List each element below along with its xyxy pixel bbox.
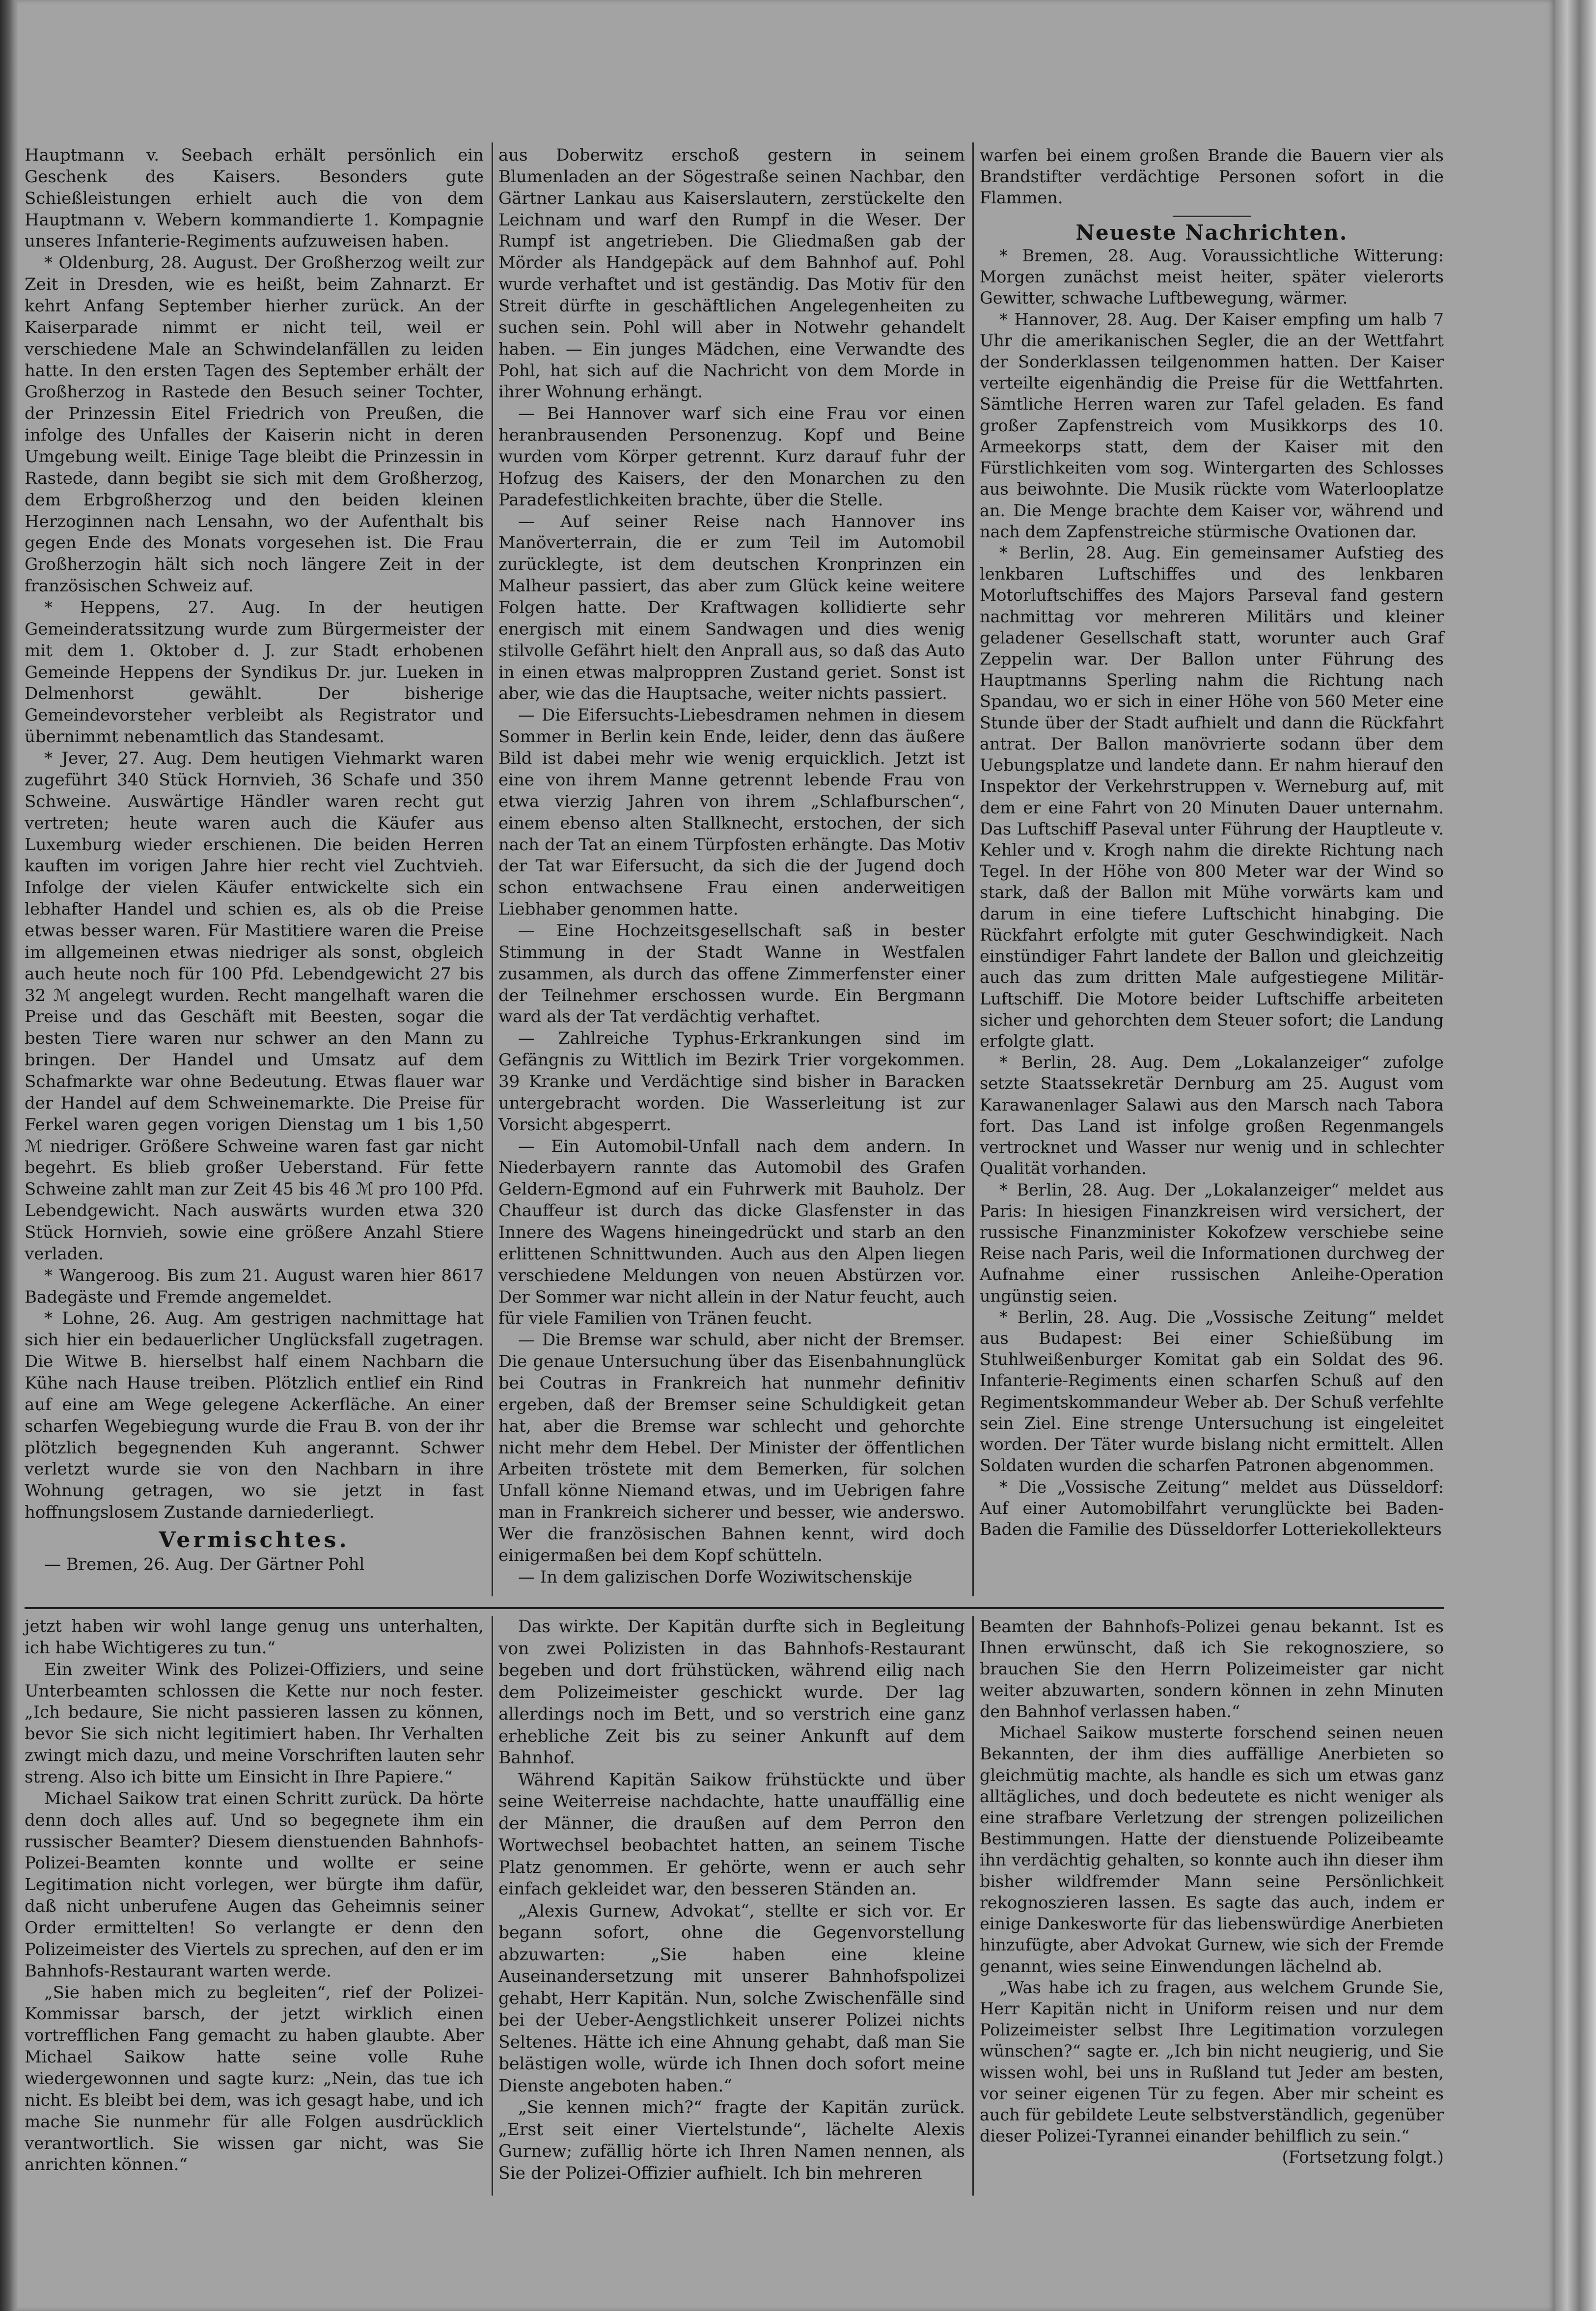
article-lohne: * Lohne, 26. Aug. Am gestrigen nachmittage hat sich hier ein bedauerlicher Unglücksfall zugetragen. Die Witwe B. hierselbst half einem Nachbarn die Kühe nach Hause treiben. Plötzlich entlief ein Rind auf eine am Wege gelegene Ackerfläche. An einer scharfen Wegebiegung wurde die Frau B. von der ihr plötzlich begegnenden Kuh angerannt. Schwer verletzt wurde sie von den Nachbarn in ihre Wohnung getragen, wo sie jetzt in fast hoffnungslosem Zustande darniederliegt. — [25, 1309, 484, 1523]
article-text: warfen bei einem großen Brande die Bauern vier als Brandstifter verdächtige Personen sofort in die Flammen. — [980, 146, 1444, 208]
serial-text: Michael Saikow trat einen Schritt zurück. Da hörte denn doch alles auf. Und so begegnete ihm ein russischer Beamter? Diesem dienstuenden Bahnhofs-Polizei-Beamten konnte und wollte er seine Legitimation nicht vorlegen, wer bürgte ihm dafür, daß nicht unberufene Augen das Geheimnis seiner Order ermittelten! So verlangte er denn den Polizeimeister des Viertels zu sprechen, auf den er im Bahnhofs-Restaurant warten werde. — [25, 1788, 484, 1981]
column-1 — [25, 145, 484, 1576]
news-item: * Hannover, 28. Aug. Der Kaiser empfing um halb 7 Uhr die amerikanischen Segler, die an der Wettfahrt der Sonderklassen teilgenommen hatten. Der Kaiser verteilte eigenhändig die Preise für die Wettfahrten. Sämtliche Herren waren zur Tafel geladen. Es fand großer Zapfenstreich vom Musikkorps des 10. Armeekorps statt, dem der Kaiser mit den Fürstlichkeiten vom sog. Wintergarten des Schlosses aus beiwohnte. Die Musik rückte vom Waterlooplatze an. Die Menge brachte dem Kaiser vor, während und nach dem Zapfenstreiche stürmische Ovationen dar. — [980, 309, 1444, 541]
article-text: — Bei Hannover warf sich eine Frau vor einen heranbrausenden Personenzug. Kopf und Beine wurden vom Körper getrennt. Kurz darauf fuhr der Hofzug des Kaisers, der den Monarchen zu den Paradefestlichkeiten brachte, über die Stelle. — [498, 404, 965, 510]
article-text: — Auf seiner Reise nach Hannover ins Manöverterrain, die er zum Teil im Automobil zurücklegte, ist dem deutschen Kronprinzen ein Malheur passiert, das aber zum Glück keine weitere Folgen hatte. Der Kraftwagen kollidierte sehr energisch mit einem Sandwagen und dies wenig stilvolle Gefährt hielt den Anprall aus, so daß das Auto in einen etwas malproppren Zustand geriet. Sonst ist aber, wie das die Hauptsache, weiter nichts passiert. — [498, 511, 965, 704]
column-rule — [972, 1616, 974, 2196]
column-3 — [980, 145, 1444, 1540]
short-rule — [1173, 216, 1251, 217]
news-item: * Berlin, 28. Aug. Ein gemeinsamer Aufstieg des lenkbaren Luftschiffes und des lenkbaren Motorluftschiffes des Majors Parseval fand gestern nachmittag vor mehreren Militärs und kleiner geladener Gesellschaft statt, worunter auch Graf Zeppelin war. Der Ballon unter Führung des Hauptmanns Sperling nahm die Richtung nach Spandau, wo er sich in einer Höhe von 560 Meter eine Stunde über der Stadt aufhielt und dann die Rückfahrt antrat. Der Ballon manövrierte sodann über dem Uebungsplatze und landete dann. Er nahm hierauf den Inspektor der Verkehrstruppen v. Werneburg auf, mit dem er eine Fahrt von 20 Minuten Dauer unternahm. Das Luftschiff Paseval unter Führung der Hauptleute v. Kehler und v. Krogh nahm die direkte Richtung nach Tegel. In der Höhe von 800 Meter war der Wind so stark, daß der Ballon mit Mühe vorwärts kam und darum in eine tiefere Luftschicht hinabging. Die Rückfahrt erfolgte mit guter Geschwindigkeit. Nach einstündiger Fahrt landete der Ballon und gleichzeitig auch das zum dritten Male aufgestiegene Militär-Luftschiff. Die Motore beider Luftschiffe arbeiteten sicher und gehorchten dem Steuer sofort; die Landung erfolgte glatt. — [980, 543, 1444, 1051]
article-text: — Zahlreiche Typhus-Erkrankungen sind im Gefängnis zu Wittlich im Bezirk Trier vorgekommen. 39 Kranke und Verdächtige sind bisher in Baracken untergebracht worden. Die Wasserleitung ist zur Vorsicht abgesperrt. — [498, 1029, 965, 1135]
serial-text: „Alexis Gurnew, Advokat“, stellte er sich vor. Er begann sofort, ohne die Gegenvorstellung abzuwarten: „Sie haben eine kleine Auseinandersetzung mit unserer Bahnhofspolizei gehabt, Herr Kapitän. Nun, solche Zwischenfälle sind bei der Ueber-Aengstlichkeit unserer Polizei nichts Seltenes. Hätte ich eine Ahnung gehabt, daß man Sie belästigen wolle, würde ich Ihnen doch sofort meine Dienste angeboten haben.“ — [498, 1901, 965, 2096]
section-heading: Vermischtes. — [159, 1528, 350, 1553]
continuation-note: (Fortsetzung folgt.) — [1282, 2147, 1444, 2167]
section-heading: Neueste Nachrichten. — [1075, 220, 1348, 245]
article-oldenburg: * Oldenburg, 28. August. Der Großherzog weilt zur Zeit in Dresden, wie es heißt, beim Zahnarzt. Er kehrt Anfang September hierher zurück. An der Kaiserparade nimmt er nicht teil, weil er verschiedene Male an Schwindelanfällen zu leiden hatte. In den ersten Tagen des September erhält der Großherzog in Rastede den Besuch seiner Tochter, der Prinzessin Eitel Friedrich von Preußen, die infolge des Unfalles der Kaiserin nicht in deren Umgebung weilt. Einige Tage bleibt die Prinzessin in Rastede, dann begibt sie sich mit dem Großherzog, dem Erbgroßherzog und den beiden kleinen Herzoginnen nach Lensahn, wo der Aufenthalt bis gegen Ende des Monats vorgesehen ist. Die Frau Großherzogin hält sich noch längere Zeit in der französischen Schweiz auf. — [25, 253, 484, 596]
article-text: Hauptmann v. Seebach erhält persönlich ein Geschenk des Kaisers. Besonders gute Schießleistungen erhielt auch die von dem Hauptmann v. Webern kommandierte 1. Kompagnie unseres Infanterie-Regiments aufzuweisen haben. — [25, 145, 484, 251]
serial-text: Das wirkte. Der Kapitän durfte sich in Begleitung von zwei Polizisten in das Bahnhofs-Restaurant begeben und dort frühstücken, während eilig nach dem Polizeimeister geschickt wurde. Der lag allerdings noch im Bett, und so verstrich eine ganz erhebliche Zeit bis zu seiner Ankunft auf dem Bahnhof. — [498, 1617, 965, 1768]
news-item: * Bremen, 28. Aug. Voraussichtliche Witterung: Morgen zunächst meist heiter, später vielerorts Gewitter, schwache Luftbewegung, wärmer. — [980, 246, 1444, 308]
news-item: * Berlin, 28. Aug. Der „Lokalanzeiger“ meldet aus Paris: In hiesigen Finanzkreisen wird versichert, der russische Finanzminister Kokofzew verschiebe seine Reise nach Paris, weil die Informationen durchweg der Aufnahme einer russischen Anleihe-Operation ungünstig seien. — [980, 1180, 1444, 1306]
serial-text: Ein zweiter Wink des Polizei-Offiziers, und seine Unterbeamten schlossen die Kette nur noch fester. „Ich bedaure, Sie nicht passieren lassen zu können, bevor Sie sich nicht legitimiert haben. Ihr Verhalten zwingt mich dazu, und meine Vorschriften lauten sehr streng. Also ich bitte um Einsicht in Ihre Papiere.“ — [25, 1659, 484, 1787]
column-2 — [498, 145, 965, 1588]
serial-text: Michael Saikow musterte forschend seinen neuen Bekannten, der ihm dies auffällige Anerbieten so gleichmütig machte, als handle es sich um etwas ganz alltägliches, und doch bedeutete es nicht weniger als eine strafbare Verletzung der strengen polizeilichen Bestimmungen. Hatte der dienstuende Polizeibeamte ihn verdächtig gehalten, so konnte auch ihn dieser ihm bisher wildfremder Mann seine Persönlichkeit rekognoszieren lassen. Es sagte das auch, indem er einige Dankesworte für das liebenswürdige Anerbieten hinzufügte, aber Advokat Gurnew, wie sich der Fremde genannt, wies seine Einwendungen lächelnd ab. — [980, 1723, 1444, 1976]
news-item: * Die „Vossische Zeitung“ meldet aus Düsseldorf: Auf einer Automobilfahrt verunglückte bei Baden-Baden die Familie des Düsseldorfer Lotteriekollekteurs — [980, 1477, 1444, 1539]
article-text: — Die Bremse war schuld, aber nicht der Bremser. Die genaue Untersuchung über das Eisenbahnunglück bei Coutras in Frankreich hat nunmehr definitiv ergeben, daß der Bremser seine Schuldigkeit getan hat, aber die Bremse war schlecht und gehorchte nicht mehr dem Hebel. Der Minister der öffentlichen Arbeiten tröstete mit dem Bemerken, für solchen Unfall könne Niemand etwas, und im Uebrigen fahre man in Frankreich sicherer und besser, wie anderswo. Wer die französischen Bahnen kennt, wird doch einigermaßen bei dem Kopf schütteln. — [498, 1330, 965, 1565]
feuilleton-divider — [25, 1607, 1444, 1609]
article-text: aus Doberwitz erschoß gestern in seinem Blumenladen an der Sögestraße seinen Nachbar, den Gärtner Lankau aus Kaiserslautern, zerstückelte den Leichnam und warf den Rumpf in die Weser. Der Rumpf ist angetrieben. Die Gliedmaßen gab der Mörder als Handgepäck auf dem Bahnhof auf. Pohl wurde verhaftet und ist geständig. Das Motiv für den Streit dürfte in geschäftlichen Angelegenheiten zu suchen sein. Pohl will aber in Notwehr gehandelt haben. — Ein junges Mädchen, eine Verwandte des Pohl, hat sich auf die Nachricht von dem Morde in ihrer Wohnung erhängt. — [498, 145, 965, 402]
article-heppens: * Heppens, 27. Aug. In der heutigen Gemeinderatssitzung wurde zum Bürgermeister der mit dem 1. Oktober d. J. zur Stadt erhobenen Gemeinde Heppens der Syndikus Dr. jur. Lueken in Delmenhorst gewählt. Der bisherige Gemeindevorsteher verbleibt als Registrator und übernimmt nebenamtlich das Standesamt. — [25, 598, 484, 747]
article-text: — Eine Hochzeitsgesellschaft saß in bester Stimmung in der Stadt Wanne in Westfalen zusammen, als durch das offene Zimmerfenster einer der Teilnehmer erschossen wurde. Ein Bergmann ward als der Tat verdächtig verhaftet. — [498, 920, 965, 1027]
serial-column-3 — [980, 1616, 1444, 2168]
serial-text: „Sie haben mich zu begleiten“, rief der Polizei-Kommissar barsch, der jetzt wirklich einen vortrefflichen Fang gemacht zu haben glaubte. Aber Michael Saikow hatte seine volle Ruhe wiedergewonnen und sagte kurz: „Nein, das tue ich nicht. Es bleibt bei dem, was ich gesagt habe, und ich mache Sie nunmehr für alle Folgen ausdrücklich verantwortlich. Sie wissen gar nicht, was Sie anrichten können.“ — [25, 1982, 484, 2175]
article-text: — In dem galizischen Dorfe Woziwitschenskije — [518, 1567, 912, 1587]
column-rule — [492, 142, 493, 1596]
serial-text: Beamten der Bahnhofs-Polizei genau bekannt. Ist es Ihnen erwünscht, daß ich Sie rekognosziere, so brauchen Sie den Herrn Polizeimeister gar nicht weiter abzuwarten, sondern können in zehn Minuten den Bahnhof verlassen haben.“ — [980, 1617, 1444, 1721]
news-item: * Berlin, 28. Aug. Dem „Lokalanzeiger“ zufolge setzte Staatssekretär Dernburg am 25. August vom Karawanenlager Salawi aus den Marsch nach Tabora fort. Das Land ist infolge großen Regenmangels vertrocknet und Wasser nur wenig und in schlechter Qualität vorhanden. — [980, 1053, 1444, 1178]
column-rule — [492, 1616, 493, 2196]
serial-text: jetzt haben wir wohl lange genug uns unterhalten, ich habe Wichtigeres zu tun.“ — [25, 1616, 484, 1658]
serial-column-1 — [25, 1616, 484, 2176]
serial-text: „Sie kennen mich?“ fragte der Kapitän zurück. „Erst seit einer Viertelstunde“, lächelte Alexis Gurnew; zufällig hörte ich Ihren Namen nennen, als Sie der Polizei-Offizier aufhielt. Ich bin mehreren — [498, 2098, 965, 2183]
serial-column-2 — [498, 1616, 965, 2184]
news-item: * Berlin, 28. Aug. Die „Vossische Zeitung“ meldet aus Budapest: Bei einer Schießübung im Stuhlweißenburger Komitat gab ein Soldat des 96. Infanterie-Regiments einen scharfen Schuß auf den Regimentskommandeur Weber ab. Der Schuß verfehlte sein Ziel. Eine strenge Untersuchung ist eingeleitet worden. Der Täter wurde bislang nicht ermittelt. Allen Soldaten wurden die scharfen Patronen abgenommen. — [980, 1307, 1444, 1476]
serial-text: Während Kapitän Saikow frühstückte und über seine Weiterreise nachdachte, hatte unauffällig eine der Männer, die draußen auf dem Perron den Wortwechsel beobachtet hatten, an seinem Tische Platz genommen. Er gehörte, wenn er auch sehr einfach gekleidet war, den besseren Ständen an. — [498, 1770, 965, 1899]
article-text: — Ein Automobil-Unfall nach dem andern. In Niederbayern rannte das Automobil des Grafen Geldern-Egmond auf ein Fuhrwerk mit Bauholz. Der Chauffeur ist durch das dicke Glasfenster in das Innere des Wagens hineingedrückt und starb an den erlittenen Schnittwunden. Auch aus den Alpen liegen verschiedene Meldungen von neuen Abstürzen vor. Der Sommer war nicht allein in der Natur feucht, auch für viele Familien von Tränen feucht. — [498, 1136, 965, 1329]
article-wangeroog: * Wangeroog. Bis zum 21. August waren hier 8617 Badegäste und Fremde angemeldet. — [25, 1265, 484, 1307]
article-bremen: — Bremen, 26. Aug. Der Gärtner Pohl — [44, 1554, 365, 1574]
column-rule — [972, 142, 974, 1596]
article-jever: * Jever, 27. Aug. Dem heutigen Viehmarkt waren zugeführt 340 Stück Hornvieh, 36 Schafe und 350 Schweine. Auswärtige Händler waren recht gut vertreten; heute waren auch die Käufer aus Luxemburg wieder erschienen. Die beiden Herren kauften im vorigen Jahre hier recht viel Zuchtvieh. Infolge der vielen Käufer entwickelte sich ein lebhafter Handel und schien es, als ob die Preise etwas besser waren. Für Mastitiere waren die Preise im allgemeinen etwas niedriger als sonst, obgleich auch heute noch für 100 Pfd. Lebendgewicht 27 bis 32 ℳ angelegt wurden. Recht mangelhaft waren die Preise und das Geschäft mit Beesten, sogar die besten Tiere waren nur schwer an den Mann zu bringen. Der Handel und Umsatz auf dem Schafmarkte war ohne Bedeutung. Etwas flauer war der Handel auf dem Schweinemarkte. Die Preise für Ferkel waren gegen vorigen Dienstag um 1 bis 1,50 ℳ niedriger. Größere Schweine waren fast gar nicht begehrt. Es blieb großer Ueberstand. Für fette Schweine zahlt man zur Zeit 45 bis 46 ℳ pro 100 Pfd. Lebendgewicht. Nach auswärts wurden etwa 320 Stück Hornvieh, sowie eine größere Anzahl Stiere verladen. — [25, 749, 484, 1264]
page-edge — [1555, 0, 1596, 2311]
article-text: — Die Eifersuchts-Liebesdramen nehmen in diesem Sommer in Berlin kein Ende, leider, denn das äußere Bild ist dabei mehr wie wenig erquicklich. Jetzt ist eine von ihrem Manne getrennt lebende Frau von etwa vierzig Jahren von ihrem „Schlafburschen“, einem ebenso alten Stallknecht, erstochen, der sich nach der Tat an einem Türpfosten erhängte. Das Motiv der Tat war Eifersucht, da sich die der Jugend doch schon entwachsene Frau einen anderweitigen Liebhaber genommen hatte. — [498, 705, 965, 919]
serial-text: „Was habe ich zu fragen, aus welchem Grunde Sie, Herr Kapitän nicht in Uniform reisen und nur dem Polizeimeister selbst Ihre Legitimation vorzulegen wünschen?“ sagte er. „Ich bin nicht neugierig, und Sie wissen wohl, bei uns in Rußland tut Jeder am besten, vor seiner eigenen Tür zu fegen. Aber mir scheint es auch für gebildete Leute selbstverständlich, gegenüber dieser Polizei-Tyrannei einander behilflich zu sein.“ — [980, 1977, 1444, 2146]
